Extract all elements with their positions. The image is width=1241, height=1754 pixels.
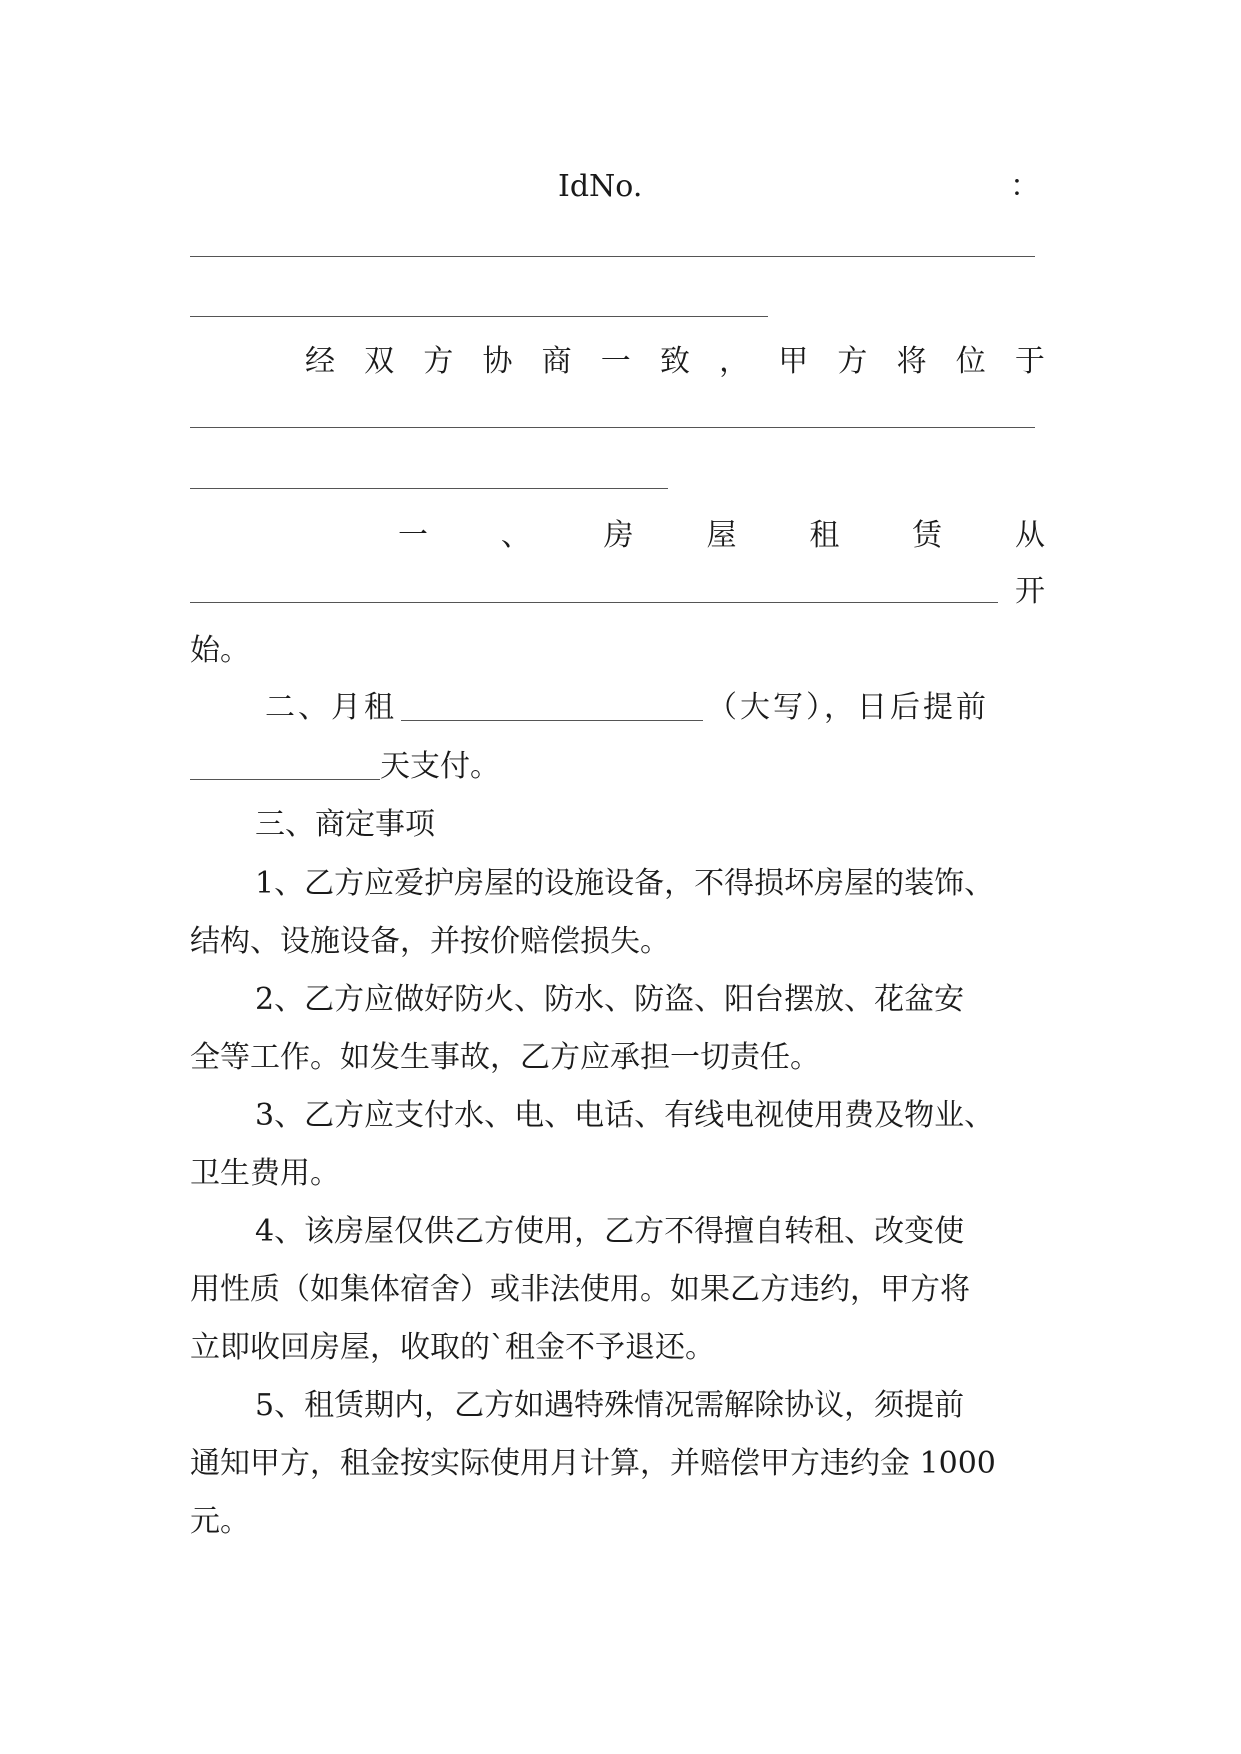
intro-char: 于 xyxy=(1014,344,1045,379)
item2-line2: 全等工作。如发生事故，乙方应承担一切责任。 xyxy=(190,1040,820,1075)
rent-label: 二、月租 xyxy=(265,690,397,725)
intro-char: 位 xyxy=(955,344,986,379)
term-char: 从 xyxy=(1014,518,1045,553)
term-char: 屋 xyxy=(706,518,737,553)
term-end: 始。 xyxy=(190,633,250,668)
intro-char: 经 xyxy=(305,344,335,379)
intro-char: ， xyxy=(719,344,750,379)
intro-char: 致 xyxy=(659,344,690,379)
intro-line xyxy=(305,342,1045,382)
item5-line1: 5、租赁期内，乙方如遇特殊情况需解除协议，须提前 xyxy=(255,1388,965,1423)
intro-char: 协 xyxy=(482,344,513,379)
rent-tail: 天支付。 xyxy=(380,749,500,784)
item1-line2: 结构、设施设备，并按价赔偿损失。 xyxy=(190,924,670,959)
blank-line-1 xyxy=(190,256,1035,257)
item2-line1: 2、乙方应做好防火、防水、防盗、阳台摆放、花盆安 xyxy=(255,982,965,1017)
id-number-colon: ： xyxy=(1010,169,1040,204)
item1-line1: 1、乙方应爱护房屋的设施设备，不得损坏房屋的装饰、 xyxy=(255,866,995,901)
term-char: 、 xyxy=(500,518,531,553)
intro-char: 将 xyxy=(896,344,927,379)
rent-blank xyxy=(401,690,703,721)
term-line xyxy=(398,516,1045,556)
blank-line-4 xyxy=(190,488,668,489)
payment-line xyxy=(190,747,1050,787)
intro-char: 双 xyxy=(364,344,395,379)
blank-line-5 xyxy=(190,602,998,603)
blank-line-2 xyxy=(190,316,768,317)
intro-char: 商 xyxy=(541,344,572,379)
term-char: 房 xyxy=(603,518,634,553)
item3-line1: 3、乙方应支付水、电、电话、有线电视使用费及物业、 xyxy=(255,1098,995,1133)
term-char: 一 xyxy=(398,518,428,553)
blank-line-3 xyxy=(190,427,1035,428)
rent-line xyxy=(265,688,1055,728)
intro-char: 方 xyxy=(423,344,454,379)
rent-middle: （大写），日后提前 xyxy=(707,690,989,725)
id-number-label: IdNo. xyxy=(558,169,643,204)
intro-char: 一 xyxy=(600,344,631,379)
term-char: 赁 xyxy=(912,518,943,553)
item5-line3: 元。 xyxy=(190,1504,250,1539)
term-tail: 开 xyxy=(1015,574,1045,609)
item3-line2: 卫生费用。 xyxy=(190,1156,340,1191)
item4-line1: 4、该房屋仅供乙方使用，乙方不得擅自转租、改变使 xyxy=(255,1214,965,1249)
item5-line2: 通知甲方，租金按实际使用月计算，并赔偿甲方违约金 1000 xyxy=(190,1446,996,1481)
item4-line2: 用性质（如集体宿舍）或非法使用。如果乙方违约，甲方将 xyxy=(190,1272,970,1307)
term-char: 租 xyxy=(809,518,840,553)
intro-char: 甲 xyxy=(778,344,809,379)
days-blank xyxy=(190,749,380,780)
intro-char: 方 xyxy=(837,344,868,379)
item4-line3: 立即收回房屋，收取的`租金不予退还。 xyxy=(190,1330,715,1365)
section3-title: 三、商定事项 xyxy=(255,807,435,842)
